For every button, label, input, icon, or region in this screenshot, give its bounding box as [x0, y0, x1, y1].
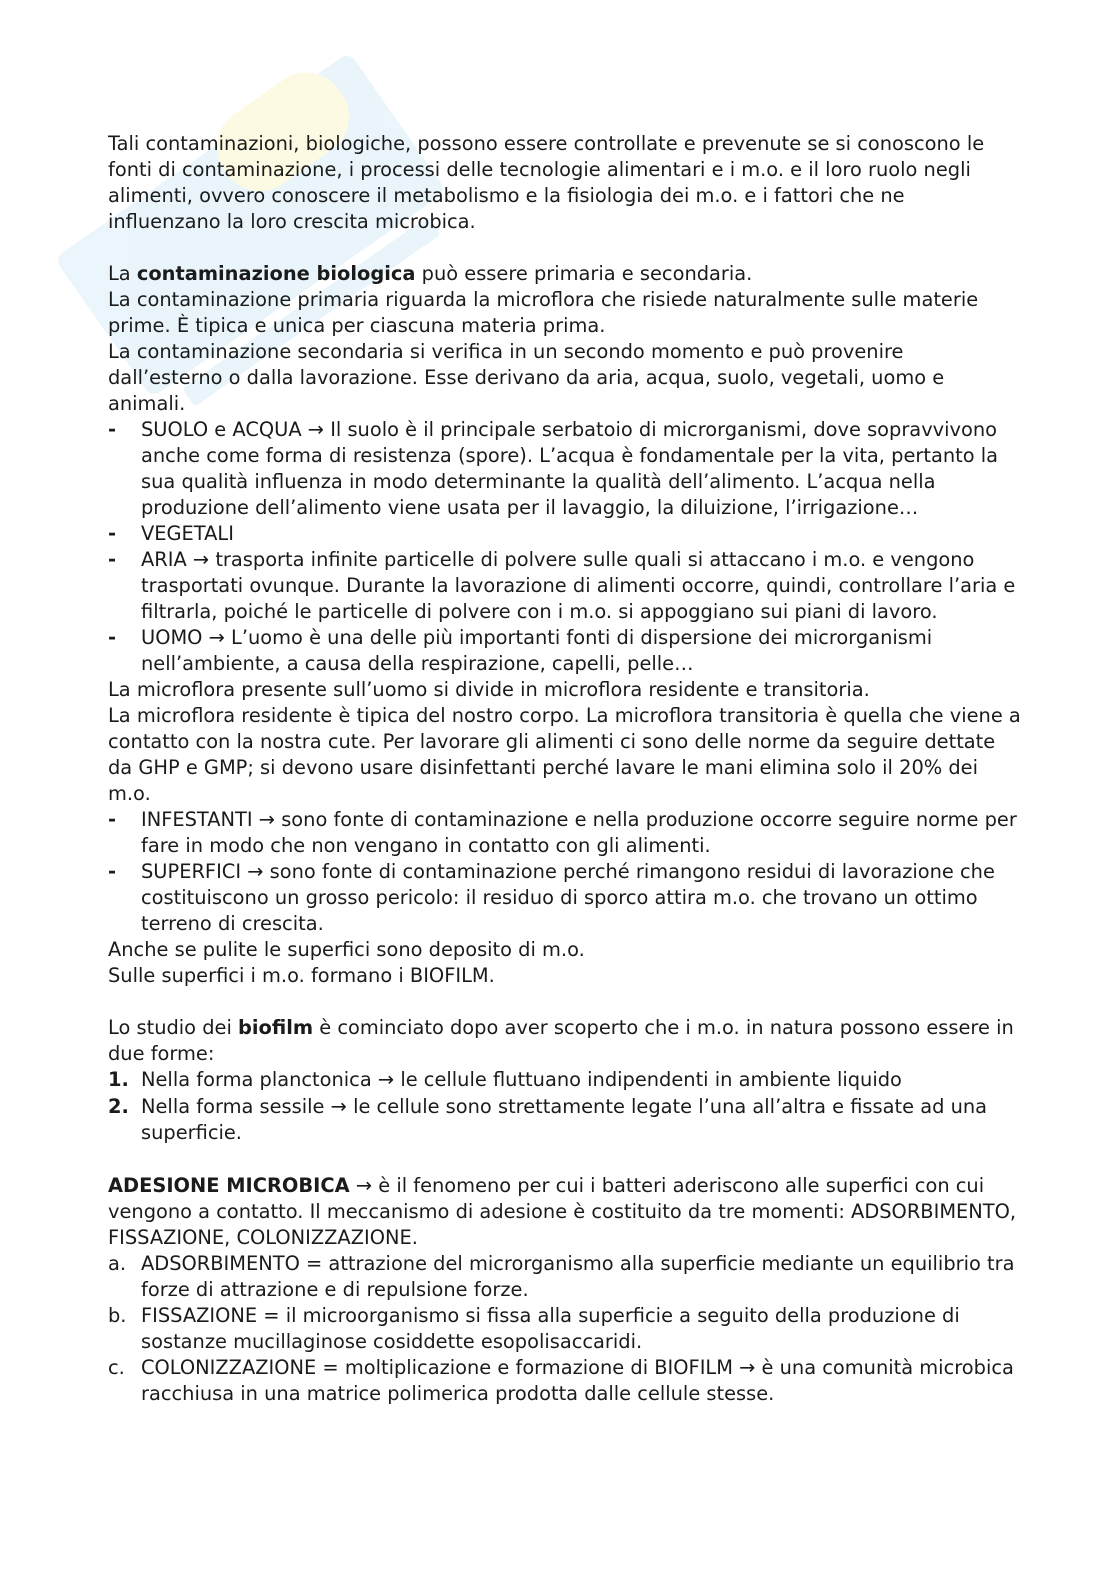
list-item-suolo-acqua: - SUOLO e ACQUA → Il suolo è il principale serbatoio di microrganismi, dove sopravvivono anche come forma di resistenza (spore). L’acqua è fondamentale per la vita, pertanto la sua qualità influenza in modo determinante la qualità dell’alimento. L’acqua nella produzione dell’alimento viene usata per il lavaggio, la diluizione, l’irrigazione… — [108, 418, 999, 519]
contaminazione-paragraph: La contaminazione biologica può essere primaria e secondaria. — [108, 262, 753, 285]
bullet-dash: - — [108, 548, 117, 571]
microflora-line-1: La microflora presente sull’uomo si divide in microflora residente e transitoria. — [108, 678, 870, 701]
adesione-paragraph: ADESIONE MICROBICA → è il fenomeno per cui i batteri aderiscono alle superfici con cui vengono a contatto. Il meccanismo di adesione è costituito da tre momenti: ADSORBIMENTO, FISSAZIONE, COLONIZZAZIONE. — [108, 1174, 1017, 1249]
intro-paragraph: Tali contaminazioni, biologiche, possono essere controllate e prevenute se si conoscono le fonti di contaminazione, i processi delle tecnologie alimentari e i m.o. e il loro ruolo negli alimenti, ovvero conoscere il metabolismo e la fisiologia dei m.o. e i fattori che ne influenzano la loro crescita microbica. — [108, 132, 985, 233]
list-item-vegetali: - VEGETALI — [108, 522, 234, 545]
bullet-dash: - — [108, 626, 117, 649]
document-page — [108, 131, 1023, 1407]
arrow-right-icon: → — [355, 1174, 373, 1197]
superfici-line-2: Sulle superfici i m.o. formano i BIOFILM. — [108, 964, 495, 987]
biofilm-term: biofilm — [238, 1016, 314, 1039]
microflora-line-2: La microflora residente è tipica del nostro corpo. La microflora transitoria è quella che viene a contatto con la nostra cute. Per lavorare gli alimenti ci sono delle norme da seguire dettate da GHP e GMP; si devono usare disinfettanti perché lavare le mani elimina solo il 20% dei m.o. — [108, 704, 1021, 805]
spacer — [108, 235, 1023, 261]
arrow-right-icon: → — [247, 860, 264, 883]
biofilm-paragraph: Lo studio dei biofilm è cominciato dopo aver scoperto che i m.o. in natura possono essere in due forme: — [108, 1016, 1014, 1065]
arrow-right-icon: → — [258, 808, 276, 831]
contaminazione-primaria: La contaminazione primaria riguarda la microflora che risiede naturalmente sulle materie prime. È tipica e unica per ciascuna materia prima. — [108, 288, 979, 337]
list-item-sessile: 2. Nella forma sessile → le cellule sono strettamente legate l’una all’altra e fissate ad una superficie. — [108, 1095, 988, 1144]
bullet-dash: - — [108, 418, 117, 441]
sources-list-a — [108, 417, 1023, 677]
arrow-right-icon: → — [739, 1356, 756, 1379]
list-item-adsorbimento: a. ADSORBIMENTO = attrazione del microrganismo alla superficie mediante un equilibrio tra forze di attrazione e di repulsione forze. — [108, 1252, 1015, 1301]
adesione-steps-list — [108, 1251, 1023, 1407]
list-item-superfici: - SUPERFICI → sono fonte di contaminazione perché rimangono residui di lavorazione che costituiscono un grosso pericolo: il residuo di sporco attira m.o. che trovano un ottimo terreno di crescita. — [108, 860, 995, 935]
bullet-dash: - — [108, 860, 117, 883]
arrow-right-icon: → — [377, 1068, 395, 1091]
adesione-microbica-term: ADESIONE MICROBICA — [108, 1174, 350, 1197]
superfici-line-1: Anche se pulite le superfici sono deposito di m.o. — [108, 938, 585, 961]
list-item-colonizzazione: c. COLONIZZAZIONE = moltiplicazione e formazione di BIOFILM → è una comunità microbica racchiusa in una matrice polimerica prodotta dalle cellule stesse. — [108, 1356, 1014, 1405]
arrow-right-icon: → — [208, 626, 225, 649]
contaminazione-biologica-term: contaminazione biologica — [136, 262, 416, 285]
bullet-dash: - — [108, 522, 117, 545]
list-item-planctonica: 1. Nella forma planctonica → le cellule fluttuano indipendenti in ambiente liquido — [108, 1068, 902, 1091]
list-item-fissazione: b. FISSAZIONE = il microorganismo si fissa alla superficie a seguito della produzione di sostanze mucillaginose cosiddette esopolisaccaridi. — [108, 1304, 960, 1353]
sources-list-b — [108, 807, 1023, 937]
arrow-right-icon: → — [307, 418, 325, 441]
biofilm-forms-list — [108, 1067, 1023, 1146]
list-item-aria: - ARIA → trasporta infinite particelle di polvere sulle quali si attaccano i m.o. e vengono trasportati ovunque. Durante la lavorazione di alimenti occorre, quindi, controllare l’aria e filtrarla, poiché le particelle di polvere con i m.o. si appoggiano sui piani di lavoro. — [108, 548, 1016, 623]
list-item-uomo: - UOMO → L’uomo è una delle più importanti fonti di dispersione dei microrganismi nell’ambiente, a causa della respirazione, capelli, pelle… — [108, 626, 933, 675]
contaminazione-secondaria: La contaminazione secondaria si verifica in un secondo momento e può provenire dall’esterno o dalla lavorazione. Esse derivano da aria, acqua, suolo, vegetali, uomo e animali. — [108, 340, 945, 415]
spacer — [108, 1147, 1023, 1173]
list-item-infestanti: - INFESTANTI → sono fonte di contaminazione e nella produzione occorre seguire norme per fare in modo che non vengano in contatto con gli alimenti. — [108, 808, 1017, 857]
arrow-right-icon: → — [330, 1095, 347, 1118]
arrow-right-icon: → — [192, 548, 210, 571]
bullet-dash: - — [108, 808, 117, 831]
spacer — [108, 989, 1023, 1015]
